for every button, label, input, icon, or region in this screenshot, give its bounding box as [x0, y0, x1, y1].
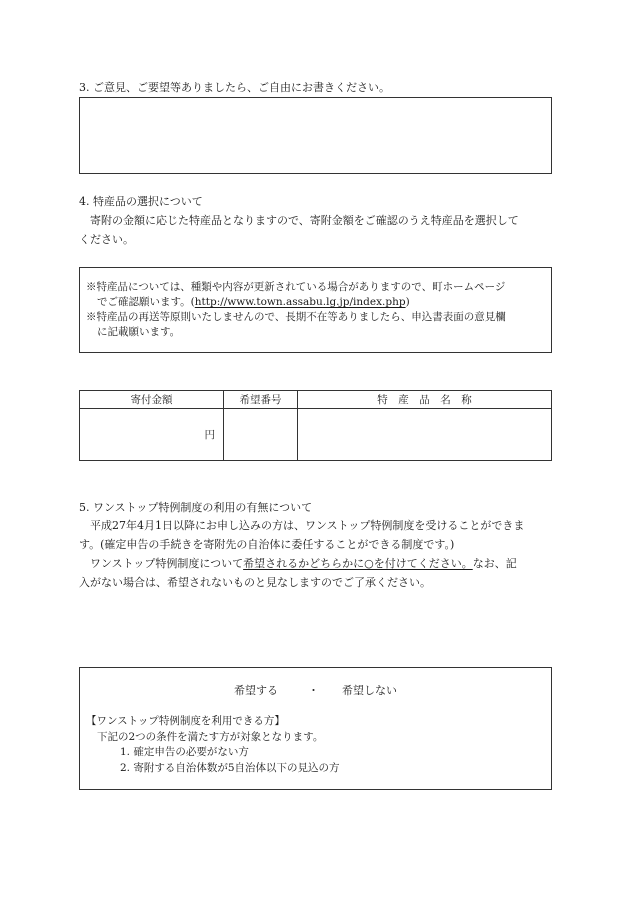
- section4-heading: 4. 特産品の選択について: [79, 195, 203, 208]
- section4-intro-line2: ください。: [79, 233, 134, 246]
- homepage-link[interactable]: http://www.town.assabu.lg.jp/index.php: [194, 296, 406, 308]
- product-selection-table: [79, 390, 552, 461]
- p2-underlined-instruction: 希望されるかどちらかに○を付けてください。: [243, 557, 473, 570]
- header-product-name: 特 産 品 名 称: [298, 391, 552, 409]
- section3-heading: 3. ご意見、ご要望等ありましたら、ご自由にお書きください。: [79, 81, 390, 94]
- note1-line2-post: ): [405, 296, 410, 308]
- table-row: [80, 409, 552, 461]
- choice-not-hope[interactable]: 希望しない: [342, 684, 397, 697]
- table-header-row: [80, 391, 552, 409]
- choice-hope[interactable]: 希望する: [234, 684, 278, 697]
- comments-textbox[interactable]: [79, 97, 552, 174]
- note1-line2-pre: でご確認願います。(: [97, 296, 195, 308]
- p2-pre: ワンストップ特例制度について: [90, 557, 244, 570]
- yen-unit: 円: [204, 429, 215, 441]
- note2-line1: ※特産品の再送等原則いたしませんので、長期不在等ありましたら、申込書表面の意見欄: [86, 311, 506, 323]
- product-name-cell[interactable]: [298, 409, 552, 461]
- note2-line2: に記載願います。: [97, 326, 181, 338]
- one-stop-box: [79, 667, 552, 790]
- section4-intro-line1: 寄附の金額に応じた特産品となりますので、寄附金額をご確認のうえ特産品を選択して: [90, 214, 519, 227]
- notes-box: [79, 267, 552, 353]
- section5-heading: 5. ワンストップ特例制度の利用の有無について: [79, 501, 313, 514]
- desired-number-cell[interactable]: [224, 409, 298, 461]
- condition-2: 2. 寄附する自治体数が5自治体以下の見込の方: [120, 762, 340, 774]
- eligible-title: 【ワンストップ特例制度を利用できる方】: [86, 715, 285, 727]
- header-desired-number: 希望番号: [224, 391, 298, 409]
- section5-p2-line1: [90, 557, 517, 571]
- p2-post: なお、記: [472, 557, 517, 570]
- condition-1: 1. 確定申告の必要がない方: [120, 746, 249, 758]
- choice-separator: ・: [308, 684, 319, 697]
- section5-p1-line1: 平成27年4月1日以降にお申し込みの方は、ワンストップ特例制度を受けることができま: [90, 519, 525, 532]
- note1-line1: ※特産品については、種類や内容が更新されている場合がありますので、町ホームページ: [86, 281, 506, 293]
- header-donation-amount: 寄付金額: [80, 391, 224, 409]
- note1-line2: [97, 295, 410, 309]
- section5-p1-line2: す。(確定申告の手続きを寄附先の自治体に委任することができる制度です。): [79, 538, 455, 551]
- donation-amount-cell[interactable]: [80, 409, 224, 461]
- section5-p2-line2: 入がない場合は、希望されないものと見なしますのでご了承ください。: [79, 576, 431, 589]
- eligible-intro: 下記の2つの条件を満たす方が対象となります。: [97, 731, 324, 743]
